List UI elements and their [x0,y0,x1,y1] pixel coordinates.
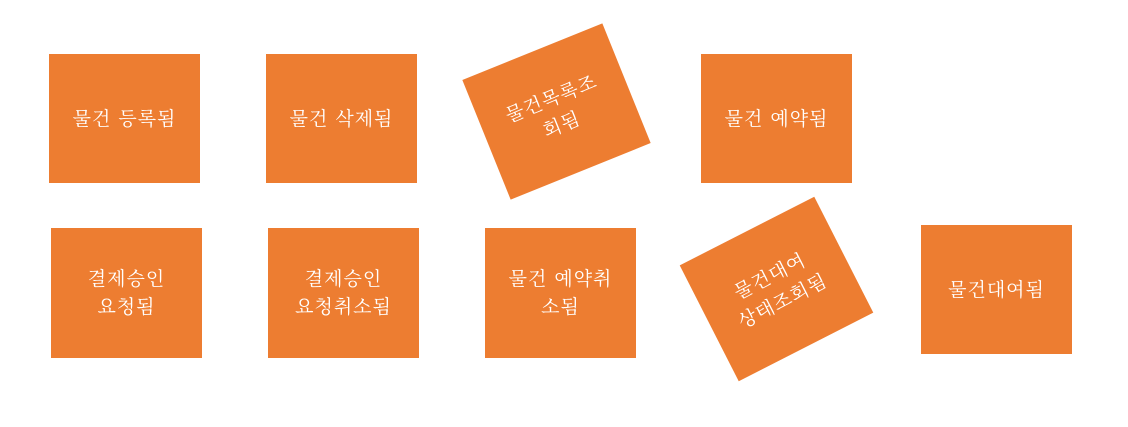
sticky-note-label: 결제승인 요청취소됨 [295,268,392,318]
sticky-note-item-rental-status-viewed[interactable] [680,197,874,381]
sticky-note-item-reserved[interactable] [701,54,852,183]
sticky-note-item-registered[interactable] [49,54,200,183]
sticky-note-label: 물건 예약됨 [724,107,829,130]
sticky-note-label: 물건 삭제됨 [289,107,394,130]
sticky-note-item-rented[interactable] [921,225,1072,354]
sticky-note-payment-approval-request-cancelled[interactable] [268,228,419,358]
sticky-note-label: 결제승인 요청됨 [87,268,166,318]
sticky-note-label: 물건 예약취 소됨 [508,268,613,318]
sticky-note-payment-approval-requested[interactable] [51,228,202,358]
sticky-note-label: 물건대여됨 [948,278,1045,301]
sticky-note-item-list-viewed[interactable] [462,23,650,199]
sticky-note-label: 물건목록조 회됨 [502,70,601,142]
sticky-note-item-reservation-cancelled[interactable] [485,228,636,358]
sticky-note-label: 물건대여 상태조회됨 [730,249,831,334]
sticky-note-label: 물건 등록됨 [72,107,177,130]
sticky-note-item-deleted[interactable] [266,54,417,183]
